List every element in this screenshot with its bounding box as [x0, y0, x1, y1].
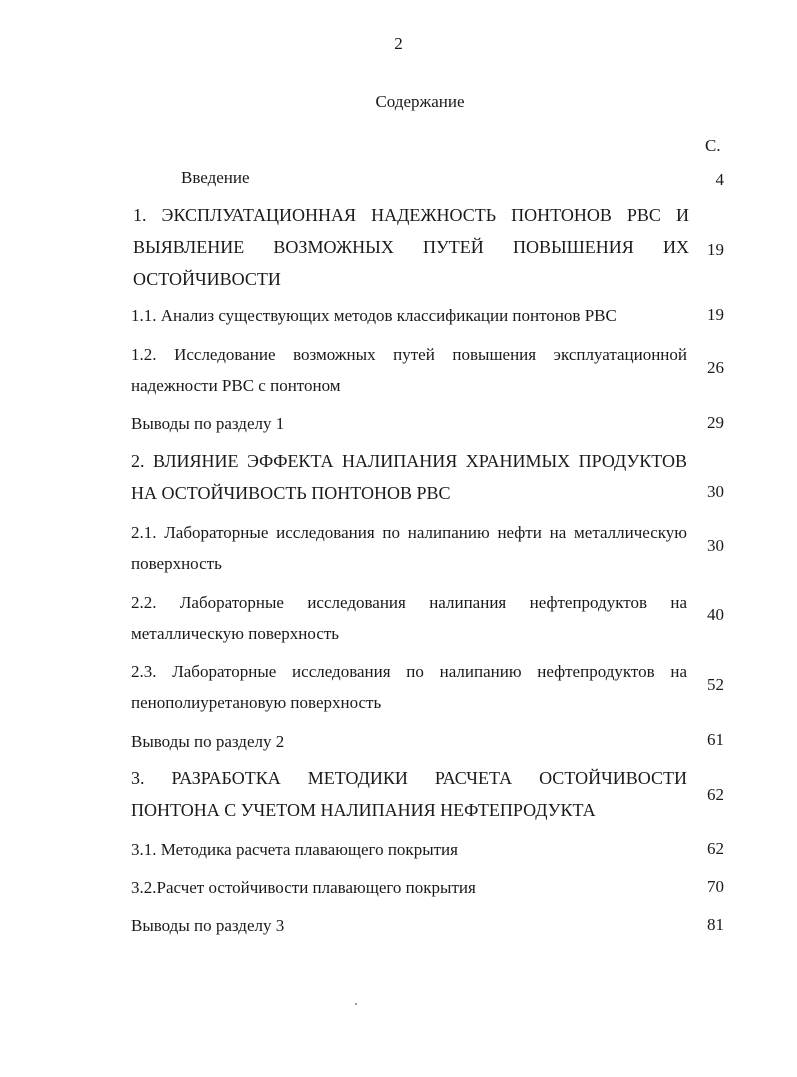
- toc-entry-2-3: 2.3. Лабораторные исследования по налипанию нефтепродуктов на пенополиуретановую поверхность: [131, 662, 687, 712]
- page-column-header: С.: [705, 136, 721, 155]
- toc-entry-conclusions-2: Выводы по разделу 2: [131, 732, 285, 751]
- toc-page-2-2: 40: [707, 605, 724, 624]
- toc-entry-2-1: 2.1. Лабораторные исследования по налипанию нефти на металлическую поверхность: [131, 523, 687, 573]
- toc-entry-conclusions-3: Выводы по разделу 3: [131, 916, 285, 935]
- toc-entry-2-2: 2.2. Лабораторные исследования налипания нефтепродуктов на металлическую поверхность: [131, 593, 687, 643]
- scan-speck: [355, 1003, 357, 1005]
- toc-title: Содержание: [375, 92, 465, 111]
- page-number: 2: [394, 34, 403, 53]
- toc-page-conclusions-1: 29: [707, 413, 724, 432]
- toc-page-section-2: 30: [707, 482, 724, 501]
- toc-page-1-2: 26: [707, 358, 724, 377]
- toc-page-2-3: 52: [707, 675, 724, 694]
- toc-entry-3-1: 3.1. Методика расчета плавающего покрытия: [131, 840, 458, 859]
- toc-page-section-1: 19: [707, 240, 724, 259]
- toc-page-conclusions-2: 61: [707, 730, 724, 749]
- toc-page-3-1: 62: [707, 839, 724, 858]
- toc-entry-conclusions-1: Выводы по разделу 1: [131, 414, 285, 433]
- toc-entry-1-2: 1.2. Исследование возможных путей повышения эксплуатационной надежности РВС с понтоном: [131, 345, 687, 395]
- toc-page-conclusions-3: 81: [707, 915, 724, 934]
- toc-page-section-3: 62: [707, 785, 724, 804]
- toc-page-1-1: 19: [707, 305, 724, 324]
- toc-entry-section-3: 3. РАЗРАБОТКА МЕТОДИКИ РАСЧЕТА ОСТОЙЧИВОСТИ ПОНТОНА С УЧЕТОМ НАЛИПАНИЯ НЕФТЕПРОДУКТА: [131, 768, 687, 820]
- toc-page-2-1: 30: [707, 536, 724, 555]
- toc-entry-section-1: 1. ЭКСПЛУАТАЦИОННАЯ НАДЕЖНОСТЬ ПОНТОНОВ РВС И ВЫЯВЛЕНИЕ ВОЗМОЖНЫХ ПУТЕЙ ПОВЫШЕНИЯ ИХ ОСТОЙЧИВОСТИ: [133, 205, 689, 289]
- toc-entry-introduction: Введение: [181, 168, 250, 187]
- toc-entry-1-1: 1.1. Анализ существующих методов классификации понтонов РВС: [131, 306, 617, 325]
- toc-entry-section-2: 2. ВЛИЯНИЕ ЭФФЕКТА НАЛИПАНИЯ ХРАНИМЫХ ПРОДУКТОВ НА ОСТОЙЧИВОСТЬ ПОНТОНОВ РВС: [131, 451, 687, 503]
- toc-entry-3-2: 3.2.Расчет остойчивости плавающего покрытия: [131, 878, 476, 897]
- toc-page-3-2: 70: [707, 877, 724, 896]
- toc-page-introduction: 4: [715, 170, 724, 189]
